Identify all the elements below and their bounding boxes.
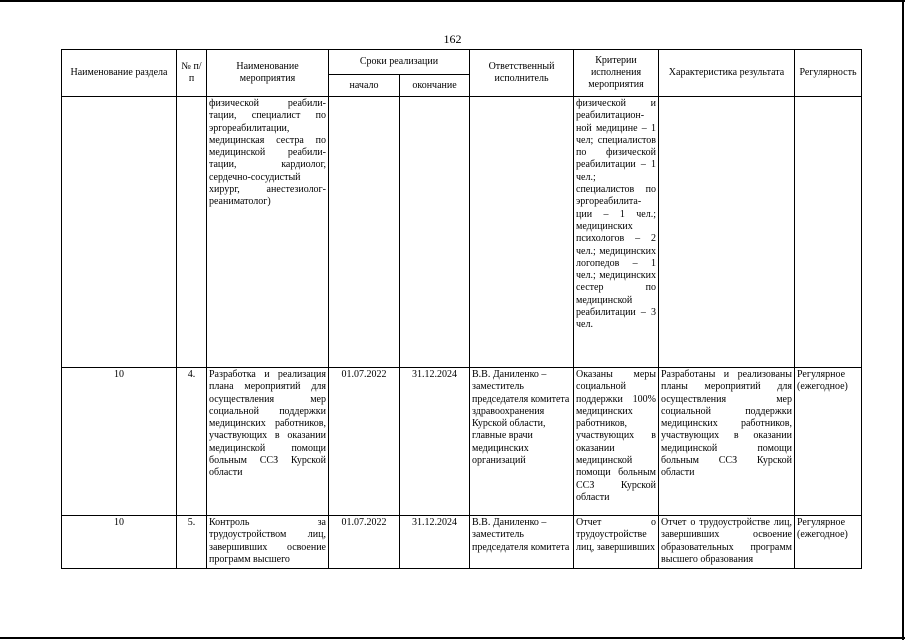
header-responsible: Ответственный исполнитель <box>470 50 574 97</box>
header-start: начало <box>329 75 400 97</box>
page-number: 162 <box>443 32 462 46</box>
cell-event: Разработка и реализация плана мероприятий для осуществления мер социальной поддержки медицинских работников, участвующих в оказании медицинской помощи больным ССЗ Курской области <box>207 368 329 516</box>
cell-end: 31.12.2024 <box>400 368 470 516</box>
cell-end <box>400 97 470 368</box>
cell-criteria: Отчет о трудоустройстве лиц, завершивших <box>574 516 659 569</box>
header-terms: Сроки реализации <box>329 50 470 75</box>
cell-end: 31.12.2024 <box>400 516 470 569</box>
cell-num: 4. <box>177 368 207 516</box>
cell-regularity: Регулярное (ежегодное) <box>795 516 862 569</box>
cell-result <box>659 97 795 368</box>
cell-section: 10 <box>62 368 177 516</box>
header-event: Наименование мероприятия <box>207 50 329 97</box>
cell-event: Контроль за трудоустройством лиц, завершивших освоение программ высшего <box>207 516 329 569</box>
cell-start <box>329 97 400 368</box>
cell-event: физической реабили-тации, специалист по эргореабилитации, медицинская сестра по медицинской реабили-тации, кардиолог, сердечно-сосудистый хирург, анестезиолог-реаниматолог) <box>207 97 329 368</box>
cell-regularity <box>795 97 862 368</box>
header-result: Характеристика результата <box>659 50 795 97</box>
header-num: № п/п <box>177 50 207 97</box>
cell-result: Разработаны и реализованы планы мероприятий для осуществления мер социальной поддержки медицинских работников, участвующих в оказании медицинской помощи больным ССЗ Курской области <box>659 368 795 516</box>
cell-start: 01.07.2022 <box>329 516 400 569</box>
cell-responsible <box>470 97 574 368</box>
cell-num: 5. <box>177 516 207 569</box>
page-top-border <box>0 0 905 2</box>
cell-section: 10 <box>62 516 177 569</box>
cell-criteria: физической и реабилитацион-ной медицине – 1 чел; специалистов по физической реабилитации – 1 чел.; специалистов по эргореабилита-ции – 1 чел.; медицинских психологов – 2 чел.; медицинских логопедов – 1 чел.; медицинских сестер по медицинской реабилитации – 3 чел. <box>574 97 659 368</box>
cell-regularity: Регулярное (ежегодное) <box>795 368 862 516</box>
measures-table <box>61 49 862 569</box>
cell-num <box>177 97 207 368</box>
cell-section <box>62 97 177 368</box>
table-row <box>62 368 862 516</box>
page-bottom-border <box>0 637 905 639</box>
table-row <box>62 97 862 368</box>
cell-criteria: Оказаны меры социальной поддержки 100% медицинских работников, участвующих в оказании медицинской помощи больным ССЗ Курской области <box>574 368 659 516</box>
table-row <box>62 516 862 569</box>
header-regularity: Регулярность <box>795 50 862 97</box>
cell-responsible: В.В. Даниленко – заместитель председателя комитета здравоохранения Курской области, главные врачи медицинских организаций <box>470 368 574 516</box>
cell-result: Отчет о трудоустройстве лиц, завершивших освоение образовательных программ высшего образования <box>659 516 795 569</box>
header-end: окончание <box>400 75 470 97</box>
cell-responsible: В.В. Даниленко – заместитель председателя комитета <box>470 516 574 569</box>
header-criteria: Критерии исполнения мероприятия <box>574 50 659 97</box>
cell-start: 01.07.2022 <box>329 368 400 516</box>
page-right-border <box>902 0 904 640</box>
header-section: Наименование раздела <box>62 50 177 97</box>
